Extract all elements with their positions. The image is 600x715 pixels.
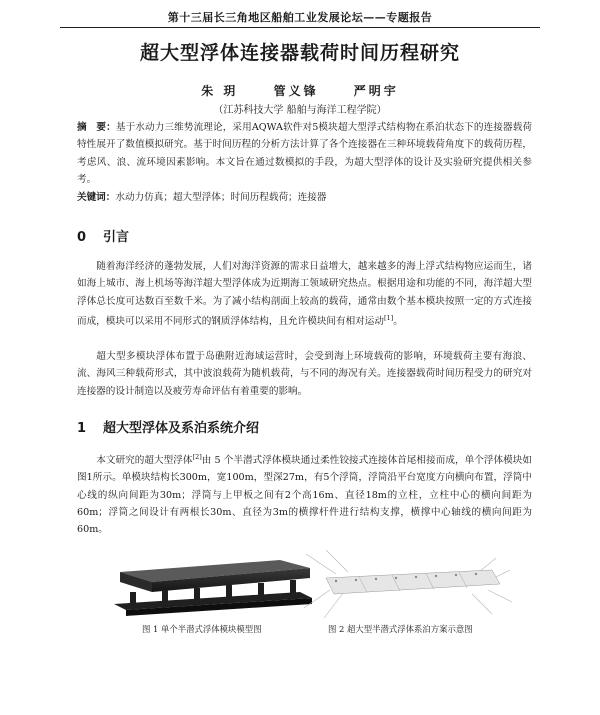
body-paragraph: 超大型多模块浮体布置于岛礁附近海域运营时，会受到海上环境载荷的影响，环境载荷主要有海浪、流、海风三种载荷形式，其中波浪载荷为随机载荷，与不同的海况有关。连接器载荷时间历程受力的研究对连接器的设计制造以及疲劳寿命评估有着重要的影响。 bbox=[77, 351, 532, 397]
keywords-label: 关键词： bbox=[77, 192, 116, 203]
keywords bbox=[77, 191, 532, 205]
running-header: 第十三届长三角地区船舶工业发展论坛——专题报告 bbox=[167, 11, 433, 24]
paragraph-text: 由 5 个半潜式浮体模块通过柔性铰接式连接体首尾相接而成，单个浮体模块如图1所示。单模块结构长300m，宽100m，型深27m，有5个浮筒，浮筒沿平台宽度方向横向布置，浮筒中心线的纵向间距为30m；浮筒与上甲板之间有2个高16m、直径18m的立柱，立柱中心的横向间距为60m；浮筒之间设计有两根长30m、直径为3m的横撑杆件进行结构支撑，横撑中心轴线的横向间距为60m。 bbox=[77, 455, 533, 536]
paragraph-text: 随着海洋经济的蓬勃发展，人们对海洋资源的需求日益增大，越来越多的海上浮式结构物应运而生，诸如海上城市、海上机场等海洋超大型浮体成为近期海工领域研究热点。根据用途和功能的不同，海洋超大型浮体总长度可达数百至数千米。为了减小结构剖面上较高的载荷，通常由数个基本模块按照一定的方式连接而成，模块可以采用不同形式的钢质浮体结构，且允许模块间有相对运动 bbox=[77, 261, 532, 328]
paragraph-text: 本文研究的超大型浮体 bbox=[96, 455, 193, 467]
figure-mooring-scheme bbox=[296, 548, 516, 620]
author-list bbox=[0, 82, 600, 99]
figure-caption: 图 1 单个半潜式浮体模块模型图 bbox=[142, 624, 262, 634]
keywords-text: 水动力仿真；超大型浮体；时间历程载荷；连接器 bbox=[115, 192, 327, 203]
section-number: 1 bbox=[77, 421, 87, 436]
section-title: 引言 bbox=[103, 230, 130, 245]
abstract bbox=[77, 119, 532, 188]
author-name: 严明宇 bbox=[353, 84, 399, 98]
figure-caption: 图 2 超大型半潜式浮体系泊方案示意图 bbox=[328, 624, 473, 634]
abstract-text: 基于水动力三维势流理论，采用AQWA软件对5模块超大型浮式结构物在系泊状态下的连接器载荷特性展开了数值模拟研究。基于时间历程的分析方法计算了各个连接器在三种环境载荷角度下的载荷历程，考虑风、浪、流环境因素影响。本文旨在通过数模拟的手段，为超大型浮体的设计及实验研究提供相关参考。 bbox=[77, 122, 532, 185]
body-paragraph bbox=[77, 449, 532, 539]
figure-module-model bbox=[100, 548, 322, 620]
section-number: 0 bbox=[77, 230, 87, 245]
body-paragraph bbox=[77, 258, 532, 330]
citation-ref: [1] bbox=[384, 313, 394, 322]
citation-ref: [2] bbox=[192, 453, 202, 461]
section-heading-introduction bbox=[77, 226, 129, 245]
header-rule bbox=[60, 27, 540, 28]
section-title: 超大型浮体及系泊系统介绍 bbox=[103, 421, 260, 436]
paragraph-end: 。 bbox=[393, 316, 403, 328]
affiliation: （江苏科技大学 船舶与海洋工程学院） bbox=[213, 105, 387, 116]
section-heading-floating-body bbox=[77, 417, 259, 436]
paper-title: 超大型浮体连接器载荷时间历程研究 bbox=[139, 42, 460, 64]
abstract-label: 摘 要： bbox=[77, 122, 116, 133]
author-name: 朱 玥 bbox=[201, 84, 239, 98]
author-name: 管义锋 bbox=[273, 84, 319, 98]
